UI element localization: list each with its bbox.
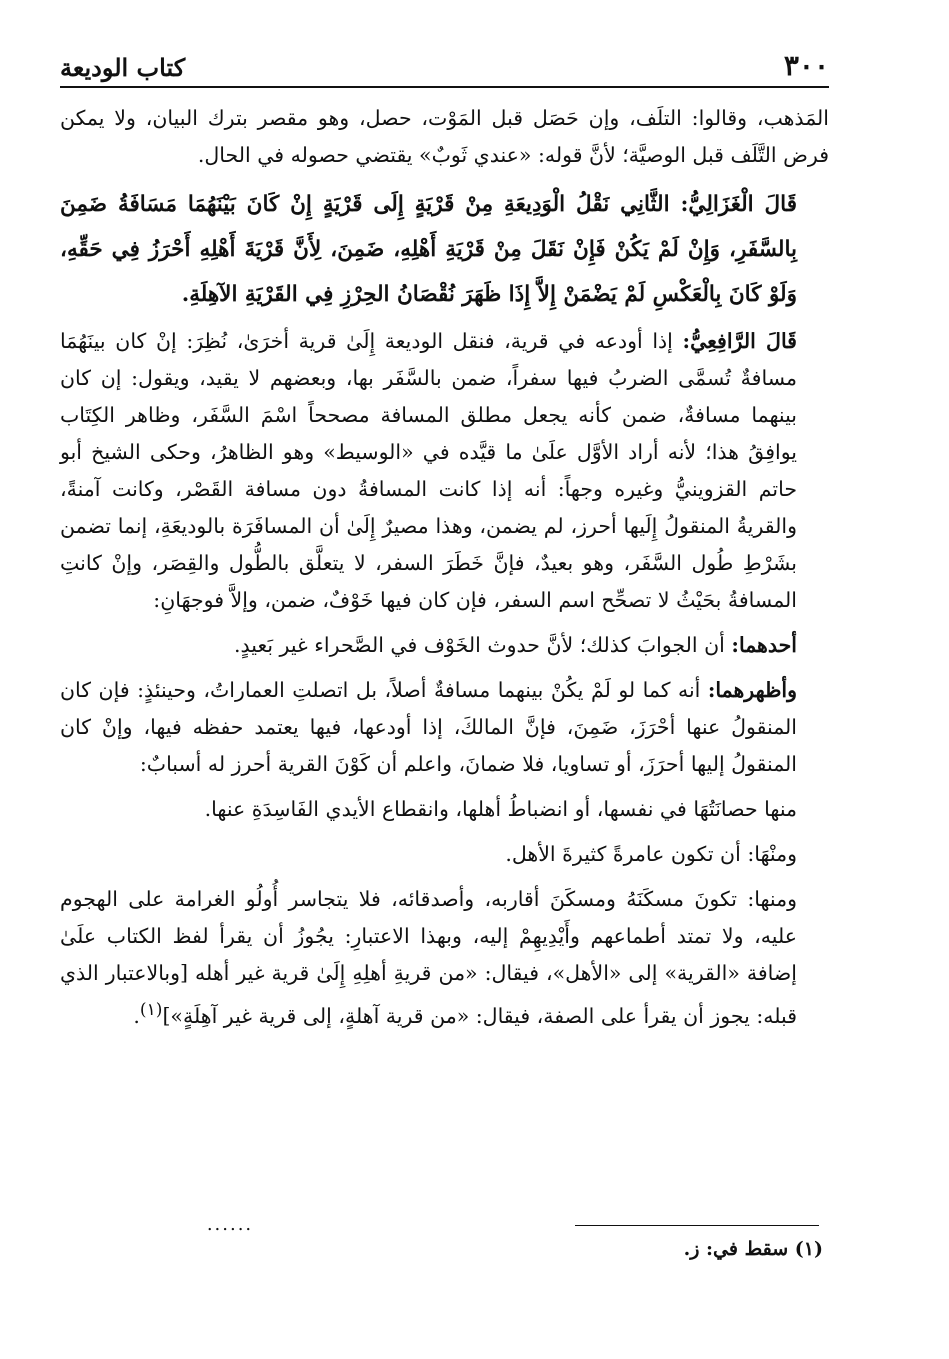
second-view-text: أنه كما لو لَمْ يكُنْ بينهما مسافةٌ أصلاً، بل اتصلتِ العماراتُ، وحينئذٍ: فإن كان المنقولُ عنها أحْرَزَ، ضَمِنَ، فإنَّ المالكَ، إذا أودعها، فيها يعتمد حفظه فيها، وإنْ كان المنقولُ إليها أحرَزَ، أو تساويا، فلا ضمانَ، واعلم أن كَوْنَ القرية أحرز له أسبابٌ:: [60, 678, 797, 776]
reason-3-end: .: [133, 1003, 140, 1028]
reason-3-text: ومنها: تكونَ مسكَنَهُ ومسكَنَ أقاربه، وأصدقائه، فلا يتجاسر أُولُو الغرامة على الهجوم عليه، ولا تمتد أطماعهم وأَيْدِيهِمْ إليه، وبهذا الاعتبارِ: يجُوزُ أن يقرأ لفظ الكتاب علَىٰ إضافة «القرية» إلى «الأهل»، فيقال: «من قريةِ أهلِهِ إِلَىٰ قرية غير أهله [وبالاعتبار الذي قبله: يجوز أن يقرأ على الصفة، فيقال: «من قرية آهلةٍ، إلى قرية غير آهِلَةٍ»]: [60, 887, 797, 1028]
first-view-lead: أحدهما:: [731, 633, 797, 657]
footnote: [60, 1238, 823, 1260]
ghazali-text: الثَّانِي نَقْلُ الْوَدِيعَةِ مِنْ قَرْيَةٍ إِلَى قَرْيَةٍ إِنْ كَانَ بَيْنَهُمَا مَسَافَةُ ضَمِنَ بِالسَّفَرِ، وَإِنْ لَمْ يَكُنْ فَإِنْ نَقَلَ مِنْ قَرْيَةِ أَهْلِهِ، ضَمِنَ، لِأَنَّ قَرْيَةَ أَهْلِهِ أَحْرَزُ فِي حَقِّهِ، وَلَوْ كَانَ بِالْعَكْسِ لَمْ يَضْمَنْ إِلاَّ إِذَا ظَهَرَ نُقْصَانُ الحِرْزِ فِي القَرْيَةِ الآهِلَةِ.: [60, 192, 797, 307]
reason-2: ومنْهَا: أن تكون عامرةً كثيرةَ الأهل.: [505, 842, 797, 866]
footnote-reference: (١): [139, 1000, 163, 1020]
page-body: [60, 100, 829, 1043]
ghazali-matn: [60, 182, 829, 317]
rafii-commentary: [60, 323, 829, 619]
reason-1: منها حصانَتُهَا في نفسها، أو انضباطُ أهلها، وانقطاع الأيدي الفَاسِدَةِ عنها.: [204, 797, 797, 821]
book-title: كتاب الوديعة: [60, 53, 186, 82]
ghazali-lead: قَالَ الْغَزَالِيُّ:: [680, 192, 797, 217]
footnote-rule: [575, 1225, 819, 1226]
separator-dots: ......: [206, 1214, 254, 1235]
footnote-marker: (١): [794, 1238, 823, 1260]
second-view: [60, 672, 829, 783]
rafii-lead: قَالَ الرَّافِعِيُّ:: [682, 329, 797, 353]
second-view-lead: وأظهرهما:: [707, 678, 797, 702]
paragraph-continuation: المَذهب، وقالوا: التلَف، وإن حَصَل قبل المَوْت، حصل، وهو مقصر بترك البيان، ولا يمكن فرض التَّلَف قبل الوصيَّة؛ لأنَّ قوله: «عندي ثَوبٌ» يقتضي حصوله في الحال.: [60, 106, 829, 167]
first-view: [60, 627, 829, 664]
page-header: [60, 40, 829, 88]
first-view-text: أن الجوابَ كذلك؛ لأنَّ حدوث الخَوْف في الصَّحراء غير بَعيدٍ.: [233, 633, 725, 657]
footnote-text: سقط في: ز.: [683, 1238, 789, 1260]
reason-3: [60, 881, 829, 1035]
page-number: ٣٠٠: [783, 49, 829, 82]
rafii-text: إذا أودعه في قرية، فنقل الوديعة إِلَىٰ قرية أخرَىٰ، نُظِرَ: إنْ كان بينَهُمَا مسافةٌ تُسمَّى الضربُ فيها سفراً، ضمن بالسَّفَر بها، وبعضهم لا يقيد، ويقول: إن كان بينهما مسافةٌ، ضمن كأنه يجعل مطلق المسافة مصححاً اسْمَ السَّفَر، وظاهر الكِتَاب يوافِقُ هذا؛ لأنه أراد الأوَّل علَىٰ ما قيَّده في «الوسيط» وهو الظاهرُ، وحكى الشيخ أبو حاتم القزوينيُّ وغيره وجهاً: أنه إذا كانت المسافةُ دون مسافة القَصْر، وكانت آمنةً، والقريةُ المنقولُ إِلَيها أحرز، لم يضمن، وهذا مصيرٌ إِلَىٰ أن المسافَرَة بالوديعَةِ، إنما تضمن بشَرْطِ طُول السَّفَر، وهو بعيدٌ، فإنَّ خَطَرَ السفر، لا يتعلَّق بالطُّول والقِصَر، وإنْ كانتِ المسافةُ بحَيْثُ لا تصحِّح اسم السفر، فإن كان فيها خَوْفٌ، ضمن، وإلاَّ فوجهَانِ:: [60, 329, 797, 612]
